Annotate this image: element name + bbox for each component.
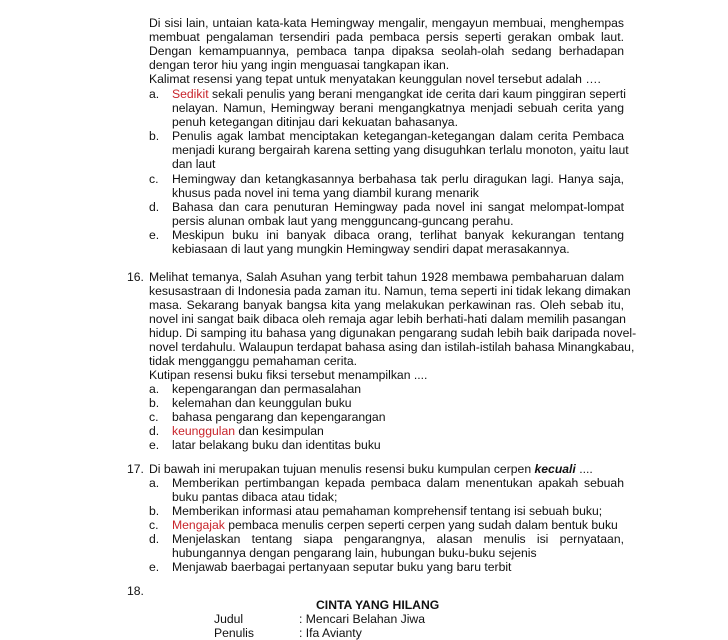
option-text: bahasa pengarang dan kepengarangan [172,410,386,424]
highlighted-word: keunggulan [172,424,236,438]
option-line: Penulis agak lambat menciptakan ketegangan-ketegangan dalam cerita Pembaca [172,129,624,143]
passage-line: dengan teror hiu yang ingin menguasai tangkapan ikan. [149,58,450,72]
book-info-value: : Ifa Avianty [299,626,362,640]
option-letter: e. [149,228,160,242]
option-letter: e. [149,438,160,452]
book-info-label: Judul [214,612,244,626]
option-line: Menjelaskan tentang siapa pengarangnya, alasan menulis isi pernyataan, [172,532,624,546]
option-line: buku pantas dibaca atau tidak; [172,490,338,504]
option-line: Mengajak pembaca menulis cerpen seperti cerpen yang sudah dalam bentuk buku [172,518,618,532]
option-line: Sedikit sekali penulis yang berani mengangkat ide cerita dari kaum pinggiran seperti [172,87,626,101]
question-number: 17. [127,462,144,476]
option-line: Menjawab baerbagai pertanyaan seputar buku yang baru terbit [172,560,512,574]
passage-line: hidup. Di samping itu bahasa yang digunakan pengarang sudah lebih baik daripada novel- [149,326,637,340]
question-number: 16. [127,270,144,284]
option-line: persis alunan ombak laut yang mengguncang-guncang perahu. [172,214,514,228]
passage-line: Di sisi lain, untaian kata-kata Hemingway mengalir, mengayun membuai, menghempas [149,16,624,30]
passage-line: kesusastraan di Indonesia pada zaman itu. Namun, tema seperti ini tidak lekang dimakan [149,284,631,298]
option-line: hubungannya dengan pengarang lain, hubungan buku-buku sejenis [172,546,537,560]
option-letter: b. [149,396,160,410]
option-letter: d. [149,424,160,438]
highlighted-word: Mengajak [172,518,225,532]
option-line: dan laut [172,157,216,171]
option-text: latar belakang buku dan identitas buku [172,438,381,452]
option-letter: a. [149,382,160,396]
option-line: khusus pada novel ini tema yang diambil kurang menarik [172,186,479,200]
passage-line: Dengan kemampuannya, pembaca tanpa dipaksa seolah-olah sedang berhadapan [149,44,624,58]
question-prompt: Kutipan resensi buku fiksi tersebut menampilkan .... [149,368,428,382]
option-letter: b. [149,129,160,143]
question-prompt: Di bawah ini merupakan tujuan menulis resensi buku kumpulan cerpen kecuali .... [149,462,593,476]
option-line: Meskipun buku ini banyak dibaca orang, terlihat banyak kekurangan tentang [172,228,624,242]
option-letter: a. [149,476,160,490]
passage-line: tidak mengganggu pemahaman cerita. [149,354,357,368]
option-line: menjadi kurang bergairah karena setting yang disuguhkan terlalu monoton, yaitu laut [172,143,629,157]
option-text: kepengarangan dan permasalahan [172,382,362,396]
option-letter: d. [149,200,160,214]
option-line: penuh ketegangan ditinjau dari kekuatan bahasanya. [172,115,458,129]
passage-line: Melihat temanya, Salah Asuhan yang terbit tahun 1928 membawa pembaharuan dalam [149,270,624,284]
question-prompt: Kalimat resensi yang tepat untuk menyatakan keunggulan novel tersebut adalah …. [149,72,601,86]
passage-line: novel ini sangat baik dibaca oleh remaja agar lebih berhati-hati dalam memilih pasangan [149,312,626,326]
option-letter: c. [149,172,159,186]
option-letter: e. [149,560,160,574]
passage-line: masa. Sekarang banyak bangsa kita yang melakukan perkawinan ras. Oleh sebab itu, [149,298,624,312]
highlighted-word: Sedikit [172,87,209,101]
option-line: nelayan. Namun, Hemingway berani mengangkatnya menjadi sebuah cerita yang [172,101,624,115]
book-info-label: Penulis [214,626,254,640]
option-line: Memberikan pertimbangan kepada pembaca dalam menentukan apakah sebuah [172,476,624,490]
option-letter: c. [149,410,159,424]
option-line: kebiasaan di laut yang mungkin Hemingway sendiri dapat merasakannya. [172,242,570,256]
book-title: CINTA YANG HILANG [316,598,440,612]
option-line: Memberikan informasi atau pemahaman komprehensif tentang isi sebuah buku; [172,504,603,518]
option-letter: d. [149,532,160,546]
option-text: kelemahan dan keunggulan buku [172,396,352,410]
option-line: Bahasa dan cara penuturan Hemingway pada novel ini sangat melompat-lompat [172,200,624,214]
question-number: 18. [127,584,144,598]
emphasized-word: kecuali [534,462,576,476]
book-info-value: : Mencari Belahan Jiwa [299,612,425,626]
option-letter: c. [149,518,159,532]
option-letter: a. [149,87,160,101]
passage-line: membuat pengalaman tersendiri pada pembaca persis seperti gerakan ombak laut. [149,30,624,44]
option-line: Hemingway dan ketangkasannya berbahasa tak perlu diragukan lagi. Hanya saja, [172,172,624,186]
option-text: keunggulan dan kesimpulan [172,424,324,438]
option-letter: b. [149,504,160,518]
passage-line: novel terdahulu. Walaupun terdapat bahasa asing dan istilah-istilah bahasa Minangkabau, [149,340,635,354]
